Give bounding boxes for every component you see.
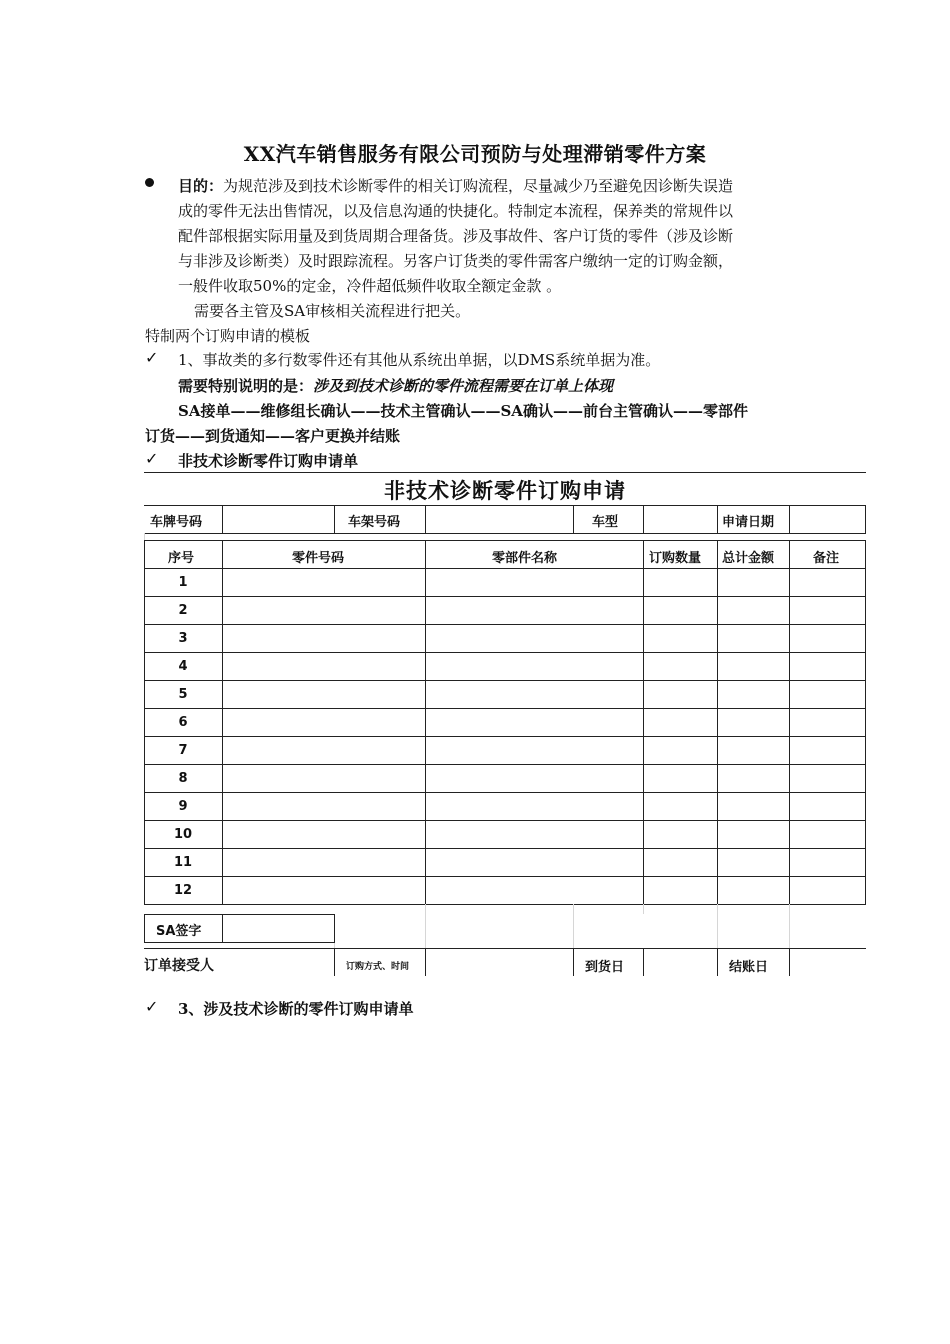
bullet-icon bbox=[145, 178, 154, 187]
order-receiver-label: 订单接受人 bbox=[144, 958, 214, 974]
intro-line-5: 一般件收取50%的定金，冷件超低频件收取全额定金款 。 bbox=[178, 277, 562, 295]
table-row-number: 8 bbox=[178, 771, 188, 786]
item1-text: 1、事故类的多行数零件还有其他从系统出单据，以DMS系统单据为准。 bbox=[178, 351, 661, 369]
intro-line-6: 需要各主管及SA审核相关流程进行把关。 bbox=[194, 302, 471, 320]
table-row-number: 9 bbox=[178, 799, 188, 814]
item2-text: 非技术诊断零件订购申请单 bbox=[178, 452, 359, 470]
form-title: 非技术诊断零件订购申请 bbox=[384, 479, 626, 503]
col-remark: 备注 bbox=[813, 551, 840, 566]
intro-line-2: 成的零件无法出售情况，以及信息沟通的快捷化。特制定本流程，保养类的常规件以 bbox=[178, 202, 734, 220]
flow-line-1: SA接单——维修组长确认——技术主管确认——SA确认——前台主管确认——零部件 bbox=[178, 402, 748, 420]
item3-text: 3、涉及技术诊断的零件订购申请单 bbox=[178, 1000, 414, 1018]
templates-line: 特制两个订购申请的模板 bbox=[145, 327, 311, 345]
col-seq: 序号 bbox=[168, 551, 195, 566]
col-part-number: 零件号码 bbox=[292, 551, 345, 566]
table-row-number: 6 bbox=[178, 715, 188, 730]
table-row-number: 5 bbox=[178, 687, 188, 702]
plate-number-label: 车牌号码 bbox=[150, 515, 203, 530]
check-icon: ✓ bbox=[145, 348, 159, 367]
col-qty: 订购数量 bbox=[649, 551, 702, 566]
table-row-number: 1 bbox=[178, 575, 188, 590]
sa-sign-label: SA签字 bbox=[156, 924, 202, 939]
order-form bbox=[144, 472, 866, 976]
intro-line-4: 与非涉及诊断类）及时跟踪流程。另客户订货类的零件需客户缴纳一定的订购金额， bbox=[178, 252, 734, 270]
table-row-number: 12 bbox=[173, 883, 193, 898]
model-label: 车型 bbox=[592, 515, 619, 530]
table-row-number: 10 bbox=[173, 827, 193, 842]
flow-line-2: 订货——到货通知——客户更换并结账 bbox=[145, 427, 401, 445]
check-icon: ✓ bbox=[145, 449, 159, 468]
table-row-number: 7 bbox=[178, 743, 188, 758]
settle-date-label: 结账日 bbox=[729, 960, 769, 975]
intro-line-1: 目的：为规范涉及到技术诊断零件的相关订购流程，尽量减少乃至避免因诊断失误造 bbox=[178, 177, 734, 195]
intro-label: 目的： bbox=[178, 177, 224, 195]
intro-line-3: 配件部根据实际用量及到货周期合理备货。涉及事故件、客户订货的零件（涉及诊断 bbox=[178, 227, 734, 245]
page-title: XX汽车销售服务有限公司预防与处理滞销零件方案 bbox=[243, 142, 707, 166]
form-border bbox=[144, 472, 866, 473]
table-row-number: 4 bbox=[178, 659, 188, 674]
table-row-number: 2 bbox=[178, 603, 188, 618]
table-row-number: 3 bbox=[178, 631, 188, 646]
item1-note: 需要特别说明的是：涉及到技术诊断的零件流程需要在订单上体现 bbox=[178, 377, 614, 395]
check-icon: ✓ bbox=[145, 997, 159, 1016]
order-method-label: 订购方式、时间 bbox=[346, 962, 410, 972]
col-part-name: 零部件名称 bbox=[492, 551, 558, 566]
table-row-number: 11 bbox=[173, 855, 193, 870]
col-total: 总计金额 bbox=[722, 551, 775, 566]
vin-label: 车架号码 bbox=[348, 515, 401, 530]
arrival-date-label: 到货日 bbox=[585, 960, 625, 975]
apply-date-label: 申请日期 bbox=[722, 515, 775, 530]
